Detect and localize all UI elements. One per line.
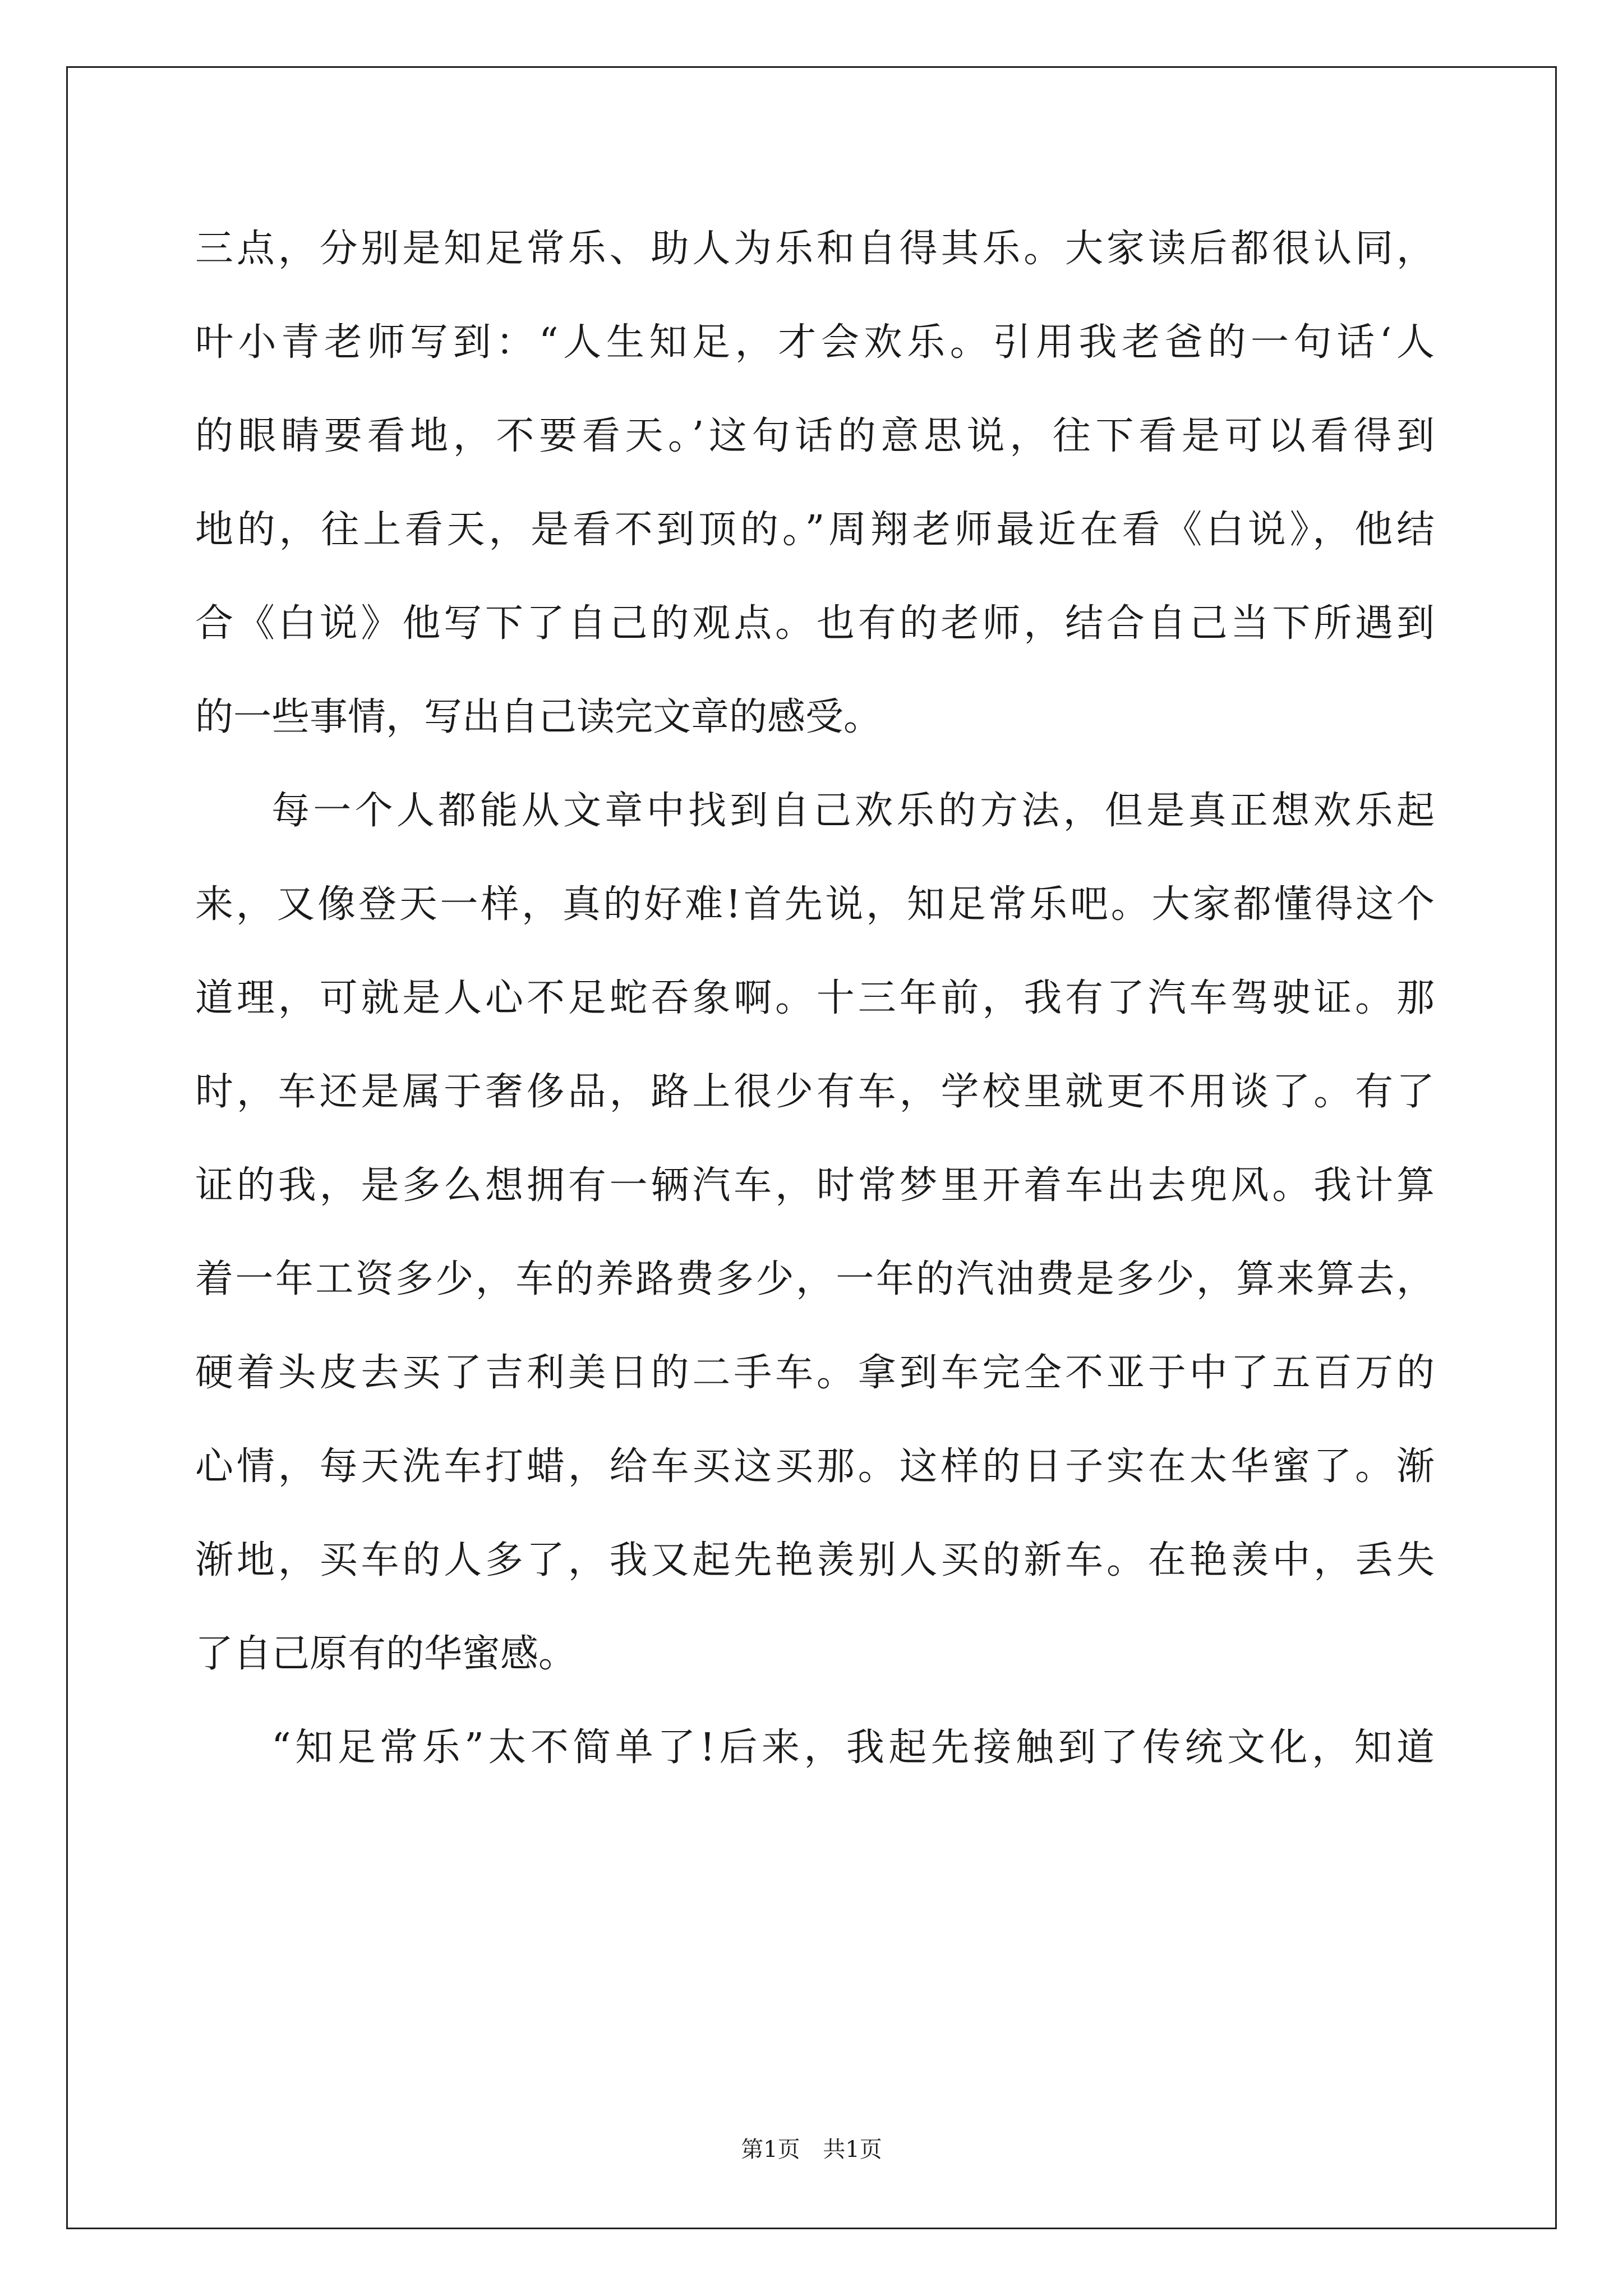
text-line-6: 的一些事情，写出自己读完文章的感受。 xyxy=(195,695,882,739)
page-number-total: 共1页 xyxy=(823,2137,882,2162)
text-line-7: 每一个人都能从文章中找到自己欢乐的方法，但是真正想欢乐起 xyxy=(271,789,1435,833)
text-line-12: 着一年工资多少，车的养路费多少，一年的汽油费是多少，算来算去， xyxy=(195,1257,1435,1301)
text-line-5: 合《白说》他写下了自己的观点。也有的老师，结合自己当下所遇到 xyxy=(195,601,1435,646)
text-line-11: 证的我，是多么想拥有一辆汽车，时常梦里开着车出去兜风。我计算 xyxy=(195,1163,1435,1208)
text-line-17: “知足常乐”太不简单了!后来，我起先接触到了传统文化，知道 xyxy=(271,1726,1435,1770)
text-line-3: 的眼睛要看地，不要看天。’这句话的意思说，往下看是可以看得到 xyxy=(195,414,1435,458)
text-line-13: 硬着头皮去买了吉利美日的二手车。拿到车完全不亚于中了五百万的 xyxy=(195,1351,1435,1395)
document-body xyxy=(195,202,1435,1795)
text-line-15: 渐地，买车的人多了，我又起先艳羡别人买的新车。在艳羡中，丢失 xyxy=(195,1538,1435,1582)
text-line-16: 了自己原有的华蜜感。 xyxy=(195,1632,577,1676)
text-line-9: 道理，可就是人心不足蛇吞象啊。十三年前，我有了汽车驾驶证。那 xyxy=(195,976,1435,1020)
text-line-10: 时，车还是属于奢侈品，路上很少有车，学校里就更不用谈了。有了 xyxy=(195,1070,1435,1114)
page-footer xyxy=(0,2132,1623,2164)
text-line-4: 地的，往上看天，是看不到顶的。”周翔老师最近在看《白说》，他结 xyxy=(195,508,1435,552)
text-line-2: 叶小青老师写到：“人生知足，才会欢乐。引用我老爸的一句话‘人 xyxy=(195,320,1435,365)
text-line-1: 三点，分别是知足常乐、助人为乐和自得其乐。大家读后都很认同， xyxy=(195,227,1435,271)
text-line-14: 心情，每天洗车打蜡，给车买这买那。这样的日子实在太华蜜了。渐 xyxy=(195,1444,1435,1489)
page-number-current: 第1页 xyxy=(741,2137,800,2162)
text-line-8: 来，又像登天一样，真的好难!首先说，知足常乐吧。大家都懂得这个 xyxy=(195,882,1435,927)
